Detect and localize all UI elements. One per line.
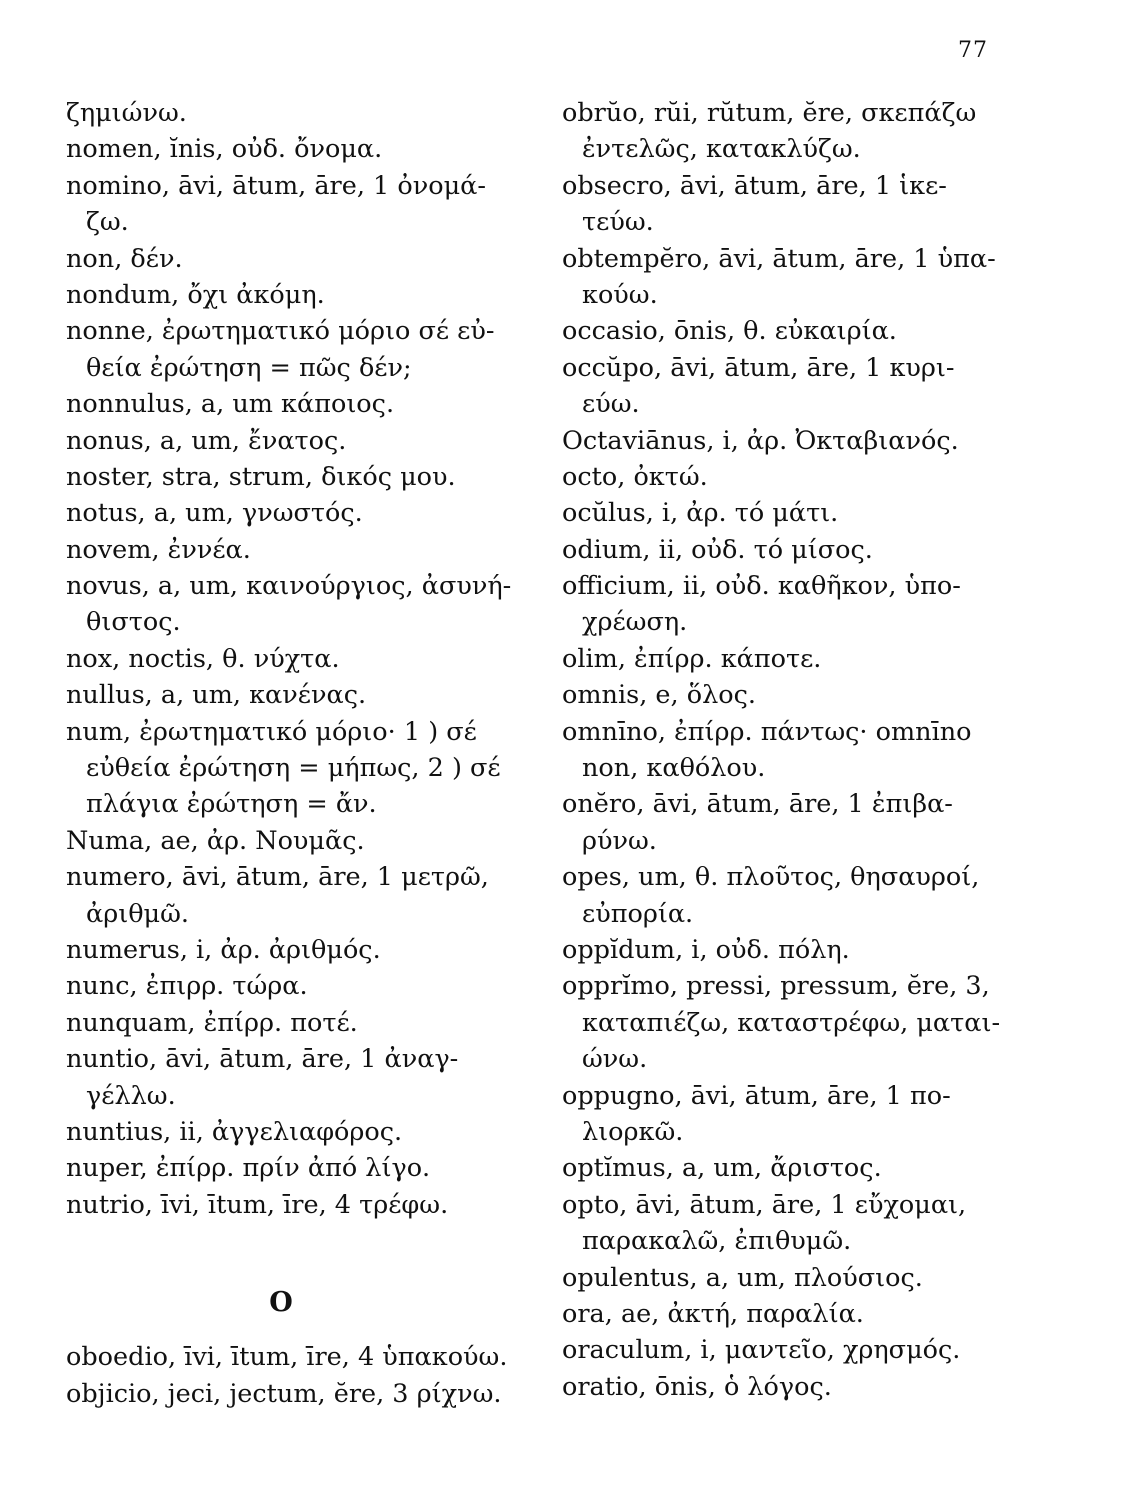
dictionary-line: octo, ὀκτώ. bbox=[562, 461, 708, 492]
dictionary-line: objicio, jeci, jectum, ĕre, 3 ρίχνω. bbox=[66, 1378, 502, 1409]
dictionary-line: κούω. bbox=[582, 279, 658, 310]
page-number: 77 bbox=[958, 38, 988, 63]
dictionary-line: oboedio, īvi, ītum, īre, 4 ὑπακούω. bbox=[66, 1342, 508, 1373]
dictionary-line: numero, āvi, ātum, āre, 1 μετρῶ, bbox=[66, 862, 489, 893]
dictionary-line: χρέωση. bbox=[582, 607, 688, 638]
dictionary-line: nullus, a, um, κανένας. bbox=[66, 680, 367, 711]
dictionary-line: onĕro, āvi, ātum, āre, 1 ἐπιβα- bbox=[562, 789, 953, 820]
dictionary-line: obtempĕro, āvi, ātum, āre, 1 ὑπα- bbox=[562, 243, 996, 274]
dictionary-line: εὐπορία. bbox=[582, 898, 694, 929]
dictionary-line: ζημιώνω. bbox=[66, 98, 187, 128]
dictionary-line: ἀριθμῶ. bbox=[86, 898, 190, 929]
dictionary-line: Numa, ae, ἀρ. Νουμᾶς. bbox=[66, 825, 365, 856]
dictionary-line: ώνω. bbox=[582, 1044, 648, 1075]
dictionary-line: nondum, ὄχι ἀκόμη. bbox=[66, 279, 325, 310]
dictionary-line: ora, ae, ἀκτή, παραλία. bbox=[562, 1298, 864, 1329]
dictionary-line: obrŭo, rŭi, rŭtum, ĕre, σκεπάζω bbox=[562, 98, 977, 128]
dictionary-line: θιστος. bbox=[86, 607, 181, 638]
dictionary-line: nomen, ĭnis, οὐδ. ὄνομα. bbox=[66, 134, 383, 165]
dictionary-line: oratio, ōnis, ὁ λόγος. bbox=[562, 1371, 832, 1402]
dictionary-line: nunc, ἐπιρρ. τώρα. bbox=[66, 971, 308, 1002]
dictionary-line: λιορκῶ. bbox=[582, 1116, 684, 1147]
dictionary-line: θεία ἐρώτηση = πῶς δέν; bbox=[86, 352, 412, 383]
dictionary-line: numerus, i, ἀρ. ἀριθμός. bbox=[66, 934, 381, 965]
dictionary-line: nunquam, ἐπίρρ. ποτέ. bbox=[66, 1007, 358, 1038]
dictionary-line: notus, a, um, γνωστός. bbox=[66, 498, 363, 529]
dictionary-line: nuper, ἐπίρρ. πρίν ἀπό λίγο. bbox=[66, 1153, 431, 1184]
dictionary-line: noster, stra, strum, δικός μου. bbox=[66, 461, 456, 492]
dictionary-line: Octaviānus, i, ἀρ. Ὀκταβιανός. bbox=[562, 425, 959, 456]
dictionary-line: officium, ii, οὐδ. καθῆκον, ὑπο- bbox=[562, 571, 961, 602]
dictionary-line: non, καθόλου. bbox=[582, 753, 766, 784]
dictionary-line: ρύνω. bbox=[582, 825, 657, 856]
dictionary-line: nonus, a, um, ἔνατος. bbox=[66, 425, 347, 456]
right-column bbox=[562, 95, 1032, 1405]
dictionary-line: ocŭlus, i, ἀρ. τό μάτι. bbox=[562, 498, 839, 529]
dictionary-line: ἐντελῶς, κατακλύζω. bbox=[582, 134, 861, 165]
dictionary-line: πλάγια ἐρώτηση = ἄν. bbox=[86, 789, 377, 820]
dictionary-line: opulentus, a, um, πλούσιος. bbox=[562, 1262, 923, 1293]
dictionary-line: novus, a, um, καινούργιος, ἀσυνή- bbox=[66, 571, 512, 602]
dictionary-line: nomino, āvi, ātum, āre, 1 ὀνομά- bbox=[66, 170, 486, 201]
dictionary-line: occasio, ōnis, θ. εὐκαιρία. bbox=[562, 316, 897, 347]
dictionary-line: omnis, e, ὅλος. bbox=[562, 680, 756, 711]
dictionary-line: opes, um, θ. πλοῦτος, θησαυροί, bbox=[562, 862, 980, 893]
dictionary-line: optĭmus, a, um, ἄριστος. bbox=[562, 1153, 882, 1184]
dictionary-line: nonne, ἐρωτηματικό μόριο σέ εὐ- bbox=[66, 316, 495, 347]
dictionary-line: num, ἐρωτηματικό μόριο· 1 ) σέ bbox=[66, 716, 477, 747]
dictionary-line: ζω. bbox=[86, 207, 129, 238]
dictionary-line: novem, ἐννέα. bbox=[66, 534, 251, 565]
dictionary-line: nox, noctis, θ. νύχτα. bbox=[66, 643, 340, 674]
dictionary-line: τεύω. bbox=[582, 207, 654, 238]
dictionary-line: nutrio, īvi, ītum, īre, 4 τρέφω. bbox=[66, 1189, 449, 1220]
dictionary-line: odium, ii, οὐδ. τό μίσος. bbox=[562, 534, 873, 565]
dictionary-line: καταπιέζω, καταστρέφω, μαται- bbox=[582, 1007, 1001, 1038]
dictionary-line: non, δέν. bbox=[66, 243, 183, 274]
dictionary-line: opto, āvi, ātum, āre, 1 εὔχομαι, bbox=[562, 1189, 967, 1220]
dictionary-line: omnīno, ἐπίρρ. πάντως· omnīno bbox=[562, 716, 972, 747]
dictionary-line: παρακαλῶ, ἐπιθυμῶ. bbox=[582, 1226, 852, 1257]
dictionary-line: olim, ἐπίρρ. κάποτε. bbox=[562, 643, 822, 674]
dictionary-line: obsecro, āvi, ātum, āre, 1 ἱκε- bbox=[562, 170, 947, 201]
dictionary-line: oppĭdum, i, οὐδ. πόλη. bbox=[562, 934, 850, 965]
dictionary-line: nonnulus, a, um κάποιος. bbox=[66, 389, 395, 420]
dictionary-line: oraculum, i, μαντεῖο, χρησμός. bbox=[562, 1335, 961, 1366]
dictionary-line: εύω. bbox=[582, 389, 640, 420]
dictionary-line: γέλλω. bbox=[86, 1080, 176, 1111]
dictionary-line: occŭpo, āvi, ātum, āre, 1 κυρι- bbox=[562, 352, 955, 383]
dictionary-line: opprĭmo, pressi, pressum, ĕre, 3, bbox=[562, 971, 990, 1002]
dictionary-line: nuntio, āvi, ātum, āre, 1 ἀναγ- bbox=[66, 1044, 459, 1075]
section-letter-heading: O bbox=[269, 1287, 293, 1319]
dictionary-line: oppugno, āvi, ātum, āre, 1 πο- bbox=[562, 1080, 951, 1111]
left-column bbox=[66, 95, 536, 1412]
dictionary-line: nuntius, ii, ἀγγελιαφόρος. bbox=[66, 1116, 403, 1147]
dictionary-line: εὐθεία ἐρώτηση = μήπως, 2 ) σέ bbox=[86, 753, 501, 784]
